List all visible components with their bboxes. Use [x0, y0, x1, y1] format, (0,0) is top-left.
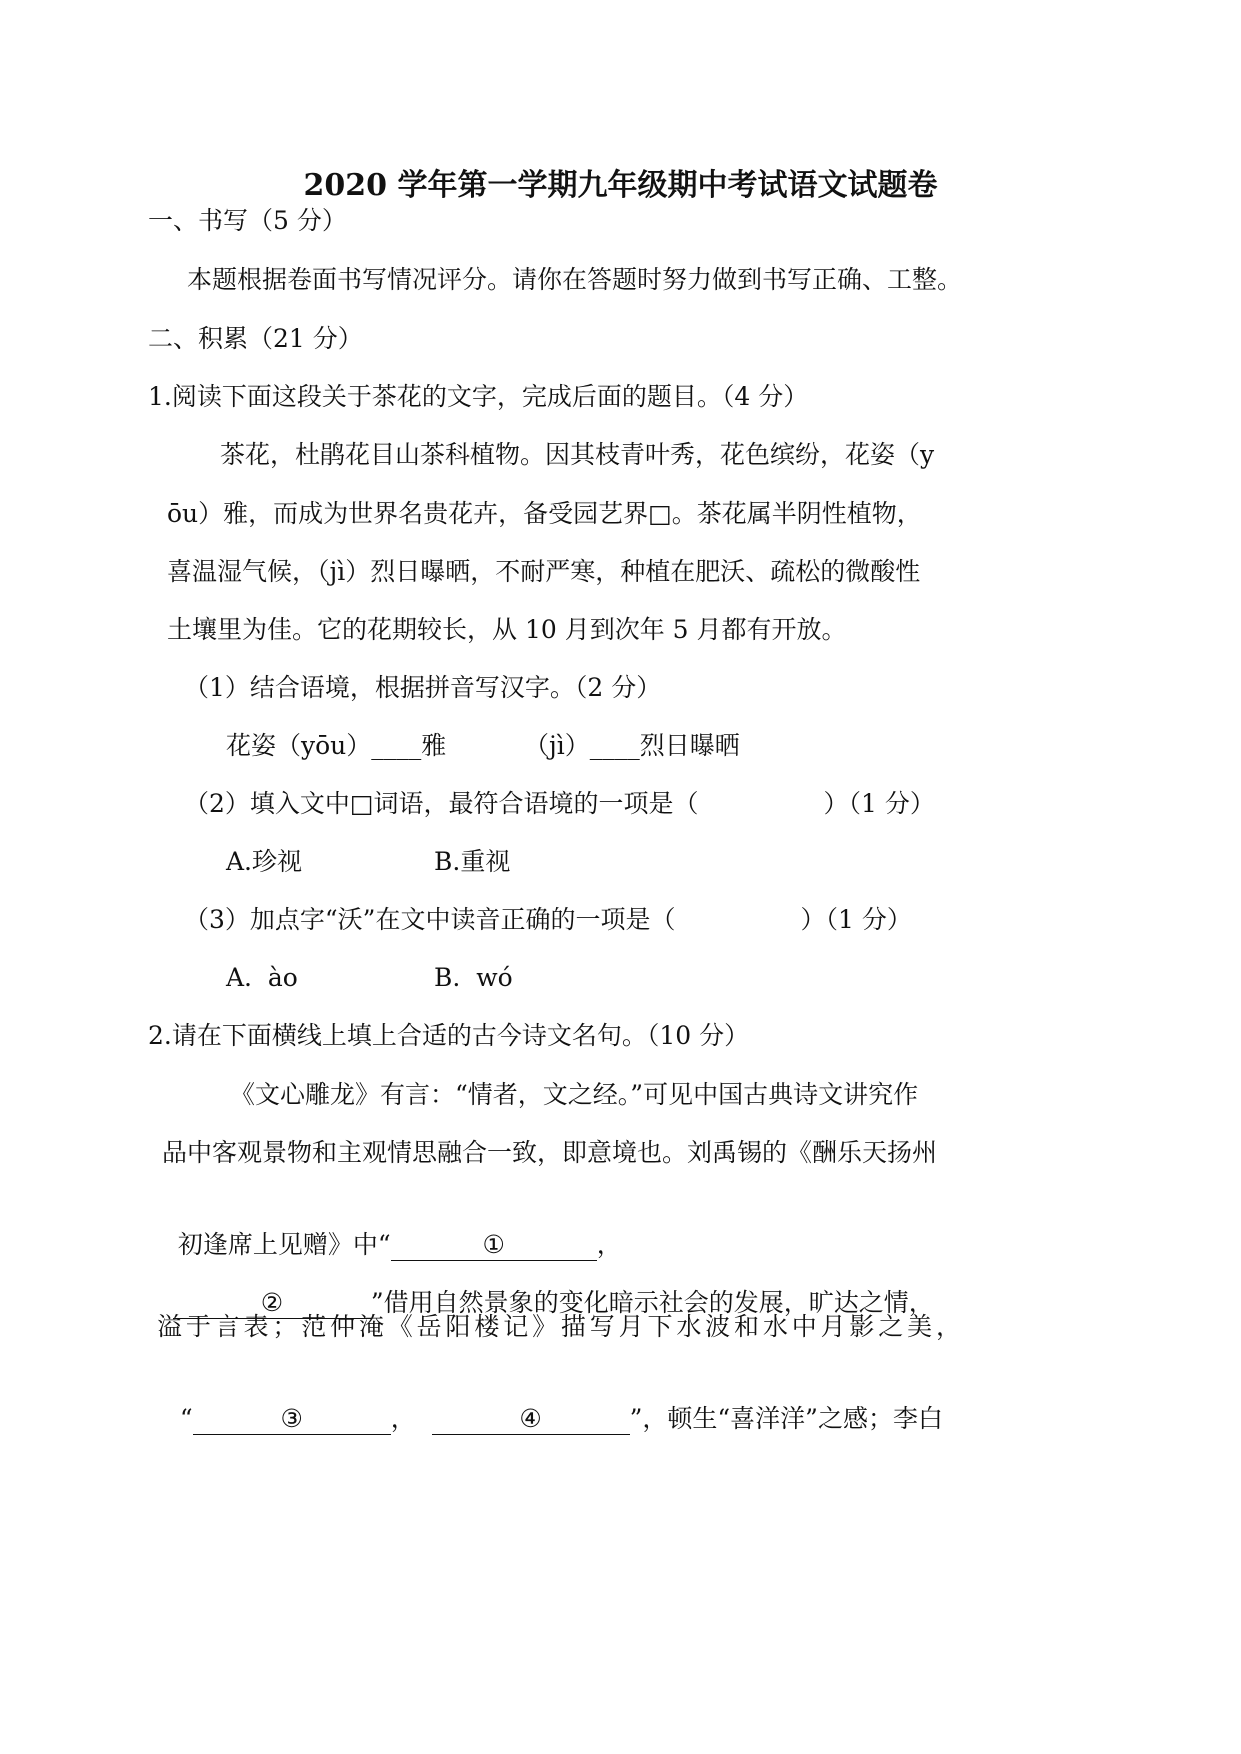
q2-text: ”借用自然景象的变化暗示社会的发展，旷达之情，	[370, 1288, 934, 1317]
passage-line-2: ōu）雅，而成为世界名贵花卉，备受园艺界□。茶花属半阴性植物，	[167, 499, 922, 528]
subquestion-1: （1）结合语境，根据拼音写汉字。（2 分）	[184, 673, 662, 702]
section-2-heading: 二、积累（21 分）	[148, 324, 363, 353]
passage-line-4: 土壤里为佳。它的花期较长，从 10 月到次年 5 月都有开放。	[167, 615, 847, 644]
passage-line-1: 茶花，杜鹃花目山茶科植物。因其枝青叶秀，花色缤纷，花姿（y	[220, 440, 935, 469]
q2-text: ”，顿生“喜洋洋”之感；李白	[629, 1404, 943, 1433]
q2-text: 初逢席上见赠》中“	[177, 1230, 391, 1259]
page-title: 2020 学年第一学期九年级期中考试语文试题卷	[303, 168, 938, 203]
section-1-heading: 一、书写（5 分）	[148, 206, 347, 235]
fill-blank-2[interactable]: ②	[173, 1288, 371, 1319]
q2-text: “	[179, 1404, 193, 1433]
q2-text-line-2: 品中客观景物和主观情思融合一致，即意境也。刘禹锡的《酬乐天扬州	[162, 1138, 938, 1167]
subquestion-1-blank-a: 花姿（yōu）____雅	[226, 731, 447, 760]
q2-text-line-5: 溢于言表；范仲淹《岳阳楼记》描写月下水波和水中月影之美，	[157, 1312, 961, 1341]
q2-text: ，	[390, 1404, 416, 1433]
fill-blank-3[interactable]: ③	[193, 1404, 391, 1435]
option-a: A. ào	[226, 963, 298, 992]
question-1-stem: 1.阅读下面这段关于茶花的文字，完成后面的题目。（4 分）	[148, 382, 809, 411]
option-b: B.重视	[434, 847, 511, 876]
q2-text-line-6	[164, 1368, 943, 1436]
question-2-stem: 2.请在下面横线上填上合适的古今诗文名句。（10 分）	[148, 1021, 750, 1050]
q2-text: ，	[596, 1230, 622, 1259]
subquestion-2: （2）填入文中□词语，最符合语境的一项是（ ）（1 分）	[184, 789, 935, 818]
section-1-text: 本题根据卷面书写情况评分。请你在答题时努力做到书写正确、工整。	[187, 265, 963, 294]
passage-line-3: 喜温湿气候，（jì）烈日曝晒，不耐严寒，种植在肥沃、疏松的微酸性	[167, 557, 921, 586]
subquestion-3: （3）加点字“沃”在文中读音正确的一项是（ ）（1 分）	[184, 905, 912, 934]
q2-text-line-1: 《文心雕龙》有言：“情者，文之经。”可见中国古典诗文讲究作	[230, 1080, 919, 1109]
option-b: B. wó	[434, 963, 513, 992]
subquestion-1-blank-b: （jì）____烈日曝晒	[524, 731, 740, 760]
fill-blank-1[interactable]: ①	[391, 1230, 597, 1261]
fill-blank-4[interactable]: ④	[432, 1404, 630, 1435]
option-a: A.珍视	[226, 847, 303, 876]
